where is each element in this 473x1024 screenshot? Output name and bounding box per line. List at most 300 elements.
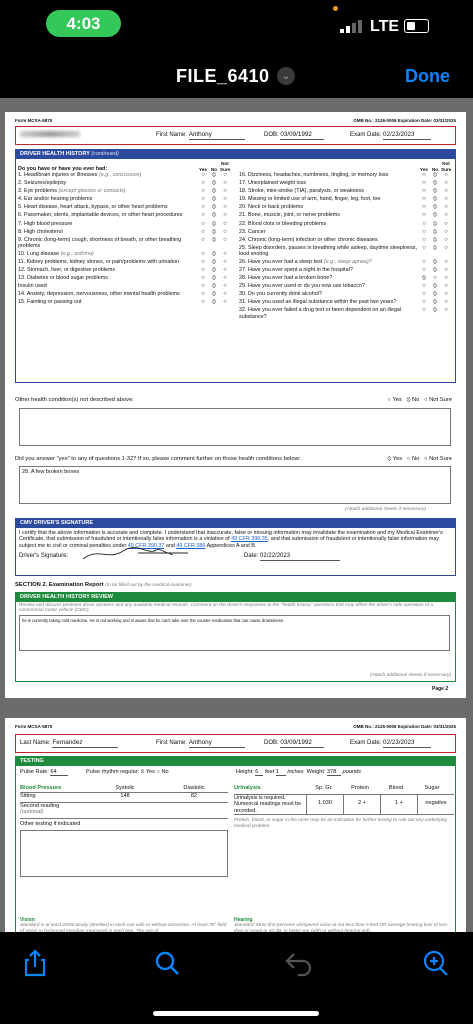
battery-icon: [404, 19, 429, 33]
answer-radio-yes[interactable]: ○: [201, 267, 205, 273]
answer-radio-not-sure[interactable]: ○: [223, 180, 227, 187]
height-label: Height:: [236, 768, 254, 775]
question-row: [237, 267, 452, 274]
answer-radio-not-sure[interactable]: ○: [444, 180, 448, 187]
answer-radio-no[interactable]: ⦸: [212, 212, 216, 219]
answer-radio-yes[interactable]: ○: [422, 204, 426, 211]
answer-radio-not-sure[interactable]: ○: [223, 236, 227, 243]
answer-radio-yes[interactable]: ○: [201, 188, 205, 195]
answer-radio-no[interactable]: ⦸: [433, 188, 437, 195]
answer-radio-no[interactable]: ⦸: [433, 291, 437, 298]
answer-radio-not-sure[interactable]: ○: [223, 188, 227, 195]
bp-title: Blood Pressure: [20, 785, 62, 791]
question-text: 24. Chronic (long-term) infection or other chronic diseases: [239, 236, 378, 243]
answer-radio-not-sure[interactable]: ○: [223, 275, 227, 282]
answer-radio-yes[interactable]: ○: [422, 283, 426, 290]
page-number: Page 2: [432, 686, 449, 692]
answer-radio-not-sure[interactable]: ○: [444, 236, 448, 243]
question-text: 3. Eye problems: [18, 188, 57, 195]
cfr-386-link[interactable]: 49 CFR 386: [176, 542, 206, 549]
cmv-text-2: , and that submission of fraudulent or intentionally false information may subject me to civil or criminal penalties under: [19, 536, 440, 549]
answer-radio-not-sure[interactable]: ○: [444, 258, 448, 265]
section-subtitle: (continued): [91, 151, 119, 157]
radio-not-sure[interactable]: ○ Not Sure: [423, 456, 452, 462]
other-conditions-row: [15, 397, 452, 404]
answer-radio-no[interactable]: ⦸: [433, 244, 437, 251]
answer-radio-yes[interactable]: ○: [422, 196, 426, 203]
question-row: [237, 299, 452, 306]
answer-radio-not-sure[interactable]: ○: [444, 267, 448, 273]
answer-radio-not-sure[interactable]: ○: [444, 220, 448, 227]
other-conditions-options: [384, 397, 452, 404]
share-icon[interactable]: [20, 948, 50, 978]
dob-field: [264, 739, 324, 748]
feet-label: feet: [264, 768, 275, 775]
answer-radio-yes[interactable]: ○: [422, 244, 426, 251]
answer-radio-no[interactable]: ⦸: [433, 236, 437, 243]
bp-sitting-row: [20, 793, 228, 803]
cmv-text-1: I certify that the above information is accurate and complete. I understand that inaccurate, false or missing information may invalidate the examination and my Medical Examiner's Certificate, that submission of fraudulent or intentionally false information is a violation of: [19, 529, 443, 543]
question-text: 14. Anxiety, depression, nervousness, other mental health problems: [18, 291, 180, 298]
answer-radio-yes[interactable]: ○: [422, 307, 426, 314]
answer-radio-not-sure[interactable]: ○: [223, 258, 227, 265]
question-list-right: [237, 172, 452, 320]
question-row: [16, 237, 231, 250]
section2-subtitle: (to be filled out by the medical examiner): [105, 583, 192, 588]
question-text: 15. Fainting or passing out: [18, 299, 82, 306]
review-text: he is currently taking cold medicine. He is not working and is aware that he can't take over the counter medication that can cause drowsiness.: [22, 618, 284, 624]
answer-radio-yes[interactable]: ○: [201, 275, 205, 282]
question-note: (e.g., asthma): [60, 250, 94, 257]
answer-radio-not-sure[interactable]: ○: [223, 299, 227, 306]
answer-radio-yes[interactable]: ○: [201, 212, 205, 219]
vision-title: Vision: [20, 917, 35, 923]
form-id: Form MCSA-5875: [15, 724, 53, 729]
patient-info-box: [15, 734, 456, 753]
question-note: (e.g., sleep apnea)?: [323, 258, 372, 265]
urinalysis-title: Urinalysis: [234, 785, 261, 791]
answer-radio-not-sure[interactable]: ○: [444, 196, 448, 203]
col-yes: Yes: [420, 166, 428, 172]
question-list-left: [16, 172, 231, 306]
question-row: [237, 291, 452, 298]
attach-note-2: (Attach additional sheets if necessary): [369, 673, 451, 679]
pdf-page-2: [5, 112, 466, 698]
radio-yes[interactable]: ○ Yes: [387, 397, 402, 403]
answer-radio-not-sure[interactable]: ○: [223, 212, 227, 219]
urine-note: Protein, blood, or sugar in the urine may be an indication for further testing to rule out any underlying medical problem.: [234, 818, 448, 829]
sugar-label: Sugar: [424, 785, 440, 791]
question-row: [237, 204, 452, 211]
urinalysis-values: [234, 794, 454, 815]
height-feet: 6: [255, 769, 263, 777]
comment-text: 28. A few broken bones: [22, 469, 80, 475]
answer-radio-not-sure[interactable]: ○: [444, 307, 448, 314]
answer-radio-not-sure[interactable]: ○: [223, 220, 227, 227]
answer-radio-not-sure[interactable]: ○: [444, 172, 448, 178]
question-row: [16, 196, 231, 203]
sp-gr-label: Sp. Gr.: [315, 785, 333, 791]
chevron-down-icon[interactable]: ⌄: [277, 67, 295, 85]
blood-pressure-table: [20, 785, 228, 877]
question-row: [16, 291, 231, 298]
question-text: 10. Lung disease: [18, 250, 60, 257]
page-header: [15, 724, 456, 729]
exam-date-field: [350, 739, 431, 748]
signature-row: [16, 551, 455, 563]
comment-box[interactable]: [19, 466, 451, 504]
answer-radio-not-sure[interactable]: ○: [444, 244, 448, 251]
question-text: 11. Kidney problems, kidney stones, or pain/problems with urination: [18, 258, 180, 265]
pdf-page-3: [5, 718, 466, 932]
sp-gr-value: 1.030: [306, 795, 343, 814]
section2-title: SECTION 2. Examination Report: [15, 582, 104, 588]
answer-radio-no[interactable]: ⦸: [433, 212, 437, 219]
answer-radio-not-sure[interactable]: ○: [444, 228, 448, 235]
answer-radio-yes[interactable]: ○: [422, 180, 426, 187]
first-name-value: Anthony: [189, 131, 245, 140]
question-text: 7. High blood pressure: [18, 220, 73, 227]
clock: 4:03: [66, 13, 101, 33]
radio-no[interactable]: ○ No: [406, 456, 420, 462]
second-reading-label: Second reading: [20, 802, 60, 809]
question-row: [16, 283, 231, 290]
answer-radio-not-sure[interactable]: ○: [444, 283, 448, 290]
answer-radio-yes[interactable]: ⦸: [422, 275, 426, 282]
answer-radio-not-sure[interactable]: ○: [444, 291, 448, 298]
question-row: [237, 196, 452, 203]
systolic-value: 148: [120, 792, 130, 799]
diastolic-label: Diastolic: [183, 785, 205, 791]
answer-radio-not-sure[interactable]: ○: [444, 212, 448, 219]
status-bar: [0, 0, 473, 52]
col-no: No: [210, 166, 218, 172]
answer-radio-yes[interactable]: ○: [422, 267, 426, 273]
answer-radio-no[interactable]: ⦸: [212, 196, 216, 203]
not-sure-label: Not Sure: [429, 397, 452, 403]
question-text: 6. Pacemaker, stents, implantable devices, or other heart procedures: [18, 212, 183, 219]
cfr-390-37-link[interactable]: 49 CFR 390.37: [127, 542, 165, 549]
question-text: 29. Have you ever used or do you now use tobacco?: [239, 283, 365, 290]
question-text: 12. Stomach, liver, or digestive problems: [18, 267, 116, 273]
signature-label: Driver's Signature:: [19, 553, 69, 560]
question-text: 16. Dizziness, headaches, numbness, tingling, or memory loss: [239, 172, 389, 178]
answer-radio-no[interactable]: ⦸: [212, 250, 216, 257]
last-name-field: [20, 739, 118, 748]
yes-label: Yes: [392, 456, 403, 462]
answer-radio-yes[interactable]: ○: [422, 291, 426, 298]
col-not-sure: Not Sure: [220, 161, 231, 172]
testing-title: TESTING: [16, 757, 455, 766]
rhythm-field: [86, 769, 169, 776]
question-row: [16, 180, 231, 187]
question-row: [237, 172, 452, 179]
question-row: [237, 237, 452, 244]
col-yes: Yes: [199, 166, 207, 172]
question-text: 9. Chronic (long-term) cough, shortness of breath, or other breathing problems: [18, 236, 182, 250]
radio-no[interactable]: ○ No: [156, 768, 169, 775]
question-row: [16, 204, 231, 211]
answer-radio-not-sure[interactable]: ○: [223, 204, 227, 211]
last-name-label: Last Name:: [20, 740, 51, 746]
answer-radio-yes[interactable]: ○: [422, 220, 426, 227]
answer-radio-no[interactable]: ⦸: [212, 204, 216, 211]
hearing-text: Standard: Must first perceive whispered voice at not less than 5 feet OR average hearing loss of less than or equal to 40 dB, in better ear (with or without hearing aid).: [234, 923, 448, 932]
vision-text: Standard is at least 20/40 acuity (Snellen) in each eye with or without correction. At least 70° field of vision in horizontal meridian measured in each eye. The use of: [20, 923, 227, 932]
yes-label: Yes: [392, 397, 402, 403]
nav-bar: [0, 52, 473, 98]
other-conditions-box[interactable]: [19, 408, 451, 446]
markup-icon[interactable]: [420, 948, 450, 978]
question-row: [237, 188, 452, 195]
hearing-block: [234, 917, 450, 932]
answer-radio-yes[interactable]: ○: [201, 283, 205, 290]
bp-second-row: [20, 803, 228, 819]
urinalysis-required: Urinalysis is required. Numerical readings must be recorded.: [234, 794, 302, 814]
answer-radio-yes[interactable]: ○: [201, 291, 205, 298]
answer-radio-no[interactable]: ⦸: [433, 172, 437, 178]
question-text: 18. Stroke, mini-stroke (TIA), paralysis, or weakness: [239, 188, 364, 195]
no-label: No: [411, 456, 420, 462]
question-text: 19. Missing or limited use of arm, hand, finger, leg, foot, toe: [239, 196, 381, 203]
blood-label: Blood: [388, 785, 404, 791]
exam-date-label: Exam Date:: [350, 740, 382, 746]
answer-radio-no[interactable]: ⦸: [212, 188, 216, 195]
answer-radio-yes[interactable]: ○: [201, 172, 205, 178]
first-name-label: First Name:: [156, 740, 188, 746]
answer-radio-no[interactable]: ⦸: [433, 267, 437, 273]
question-note: (except glasses or contacts): [58, 188, 126, 195]
answer-radio-no[interactable]: ⦸: [433, 299, 437, 306]
cmv-signature-section: [15, 518, 456, 576]
answer-radio-yes[interactable]: ○: [201, 220, 205, 227]
answer-radio-yes[interactable]: ○: [422, 188, 426, 195]
dob-field: [264, 131, 324, 140]
question-text: 4. Ear and/or hearing problems: [18, 196, 93, 203]
inches-label: inches: [287, 768, 304, 775]
answer-radio-no[interactable]: ⦸: [212, 258, 216, 265]
exam-date-label: Exam Date:: [350, 132, 382, 138]
comment-row: [15, 456, 452, 463]
privacy-indicator: [333, 6, 338, 11]
answer-radio-no[interactable]: ⦸: [433, 258, 437, 265]
first-name-field: [156, 131, 245, 140]
dob-value: 03/09/1992: [280, 131, 324, 140]
form-id: Form MCSA-5875: [15, 118, 53, 123]
question-text: 27. Have you ever spent a night in the hospital?: [239, 267, 353, 273]
question-row: [16, 299, 231, 306]
answer-radio-yes[interactable]: ○: [201, 204, 205, 211]
home-indicator[interactable]: [153, 1011, 319, 1016]
optional-label: (optional): [20, 809, 44, 816]
height-inches: 1: [276, 769, 286, 777]
answer-radio-not-sure[interactable]: ○: [223, 267, 227, 273]
answer-radio-yes[interactable]: ○: [201, 180, 205, 187]
markup-undo-icon[interactable]: [284, 948, 314, 978]
signature-date-field: [244, 553, 340, 561]
cmv-text-3: Appendices A and B.: [206, 542, 257, 549]
comment-options: [384, 456, 452, 463]
question-row: [16, 251, 231, 258]
radio-no-selected[interactable]: ⦸ No: [406, 397, 420, 403]
first-name-field: [156, 739, 245, 748]
answer-radio-no[interactable]: ⦸: [212, 220, 216, 227]
answer-radio-no[interactable]: ⦸: [433, 307, 437, 314]
question-row: [16, 259, 231, 266]
weight-label: Weight:: [306, 768, 326, 775]
vitals-row: [16, 766, 455, 778]
question-row: [237, 275, 452, 282]
answer-radio-no[interactable]: ⦸: [212, 267, 216, 273]
question-row: [16, 172, 231, 179]
radio-yes-selected[interactable]: ⦸ Yes: [387, 456, 403, 462]
omb-number: OMB No.: 2126-0006 Expiration Date: 03/31/2025: [353, 724, 456, 729]
answer-radio-yes[interactable]: ○: [422, 228, 426, 235]
question-header: Do you have or have you ever had:: [18, 165, 108, 172]
review-instructions: Review and discuss pertinent driver answers and any available medical records. Comment on the driver's responses to the "health history" questions that may affect the driver's safe operation of a commercial motor vehicle (CMV).: [19, 602, 433, 614]
no-label: No: [411, 397, 420, 403]
cmv-and: and: [165, 542, 175, 549]
question-row: [16, 275, 231, 282]
question-text: 28. Have you ever had a broken bone?: [239, 275, 333, 282]
question-text: Insulin used: [18, 283, 47, 290]
answer-radio-not-sure[interactable]: ○: [223, 250, 227, 257]
systolic-label: Systolic: [115, 785, 135, 791]
blood-value: 1 +: [380, 795, 417, 814]
answer-radio-no[interactable]: ⦸: [433, 204, 437, 211]
signature-date-value: 02/22/2023: [260, 553, 340, 561]
radio-not-sure[interactable]: ○ Not Sure: [423, 397, 452, 403]
question-text: 2. Seizures/epilepsy: [18, 180, 67, 187]
answer-radio-no[interactable]: ⦸: [212, 228, 216, 235]
vision-block: [20, 917, 230, 932]
column-header: [16, 162, 231, 172]
time-pill[interactable]: [46, 10, 121, 37]
answer-radio-not-sure[interactable]: ○: [444, 204, 448, 211]
other-testing-box[interactable]: [20, 830, 228, 877]
document-title[interactable]: FILE_6410: [176, 66, 270, 86]
cmv-title: CMV DRIVER'S SIGNATURE: [16, 519, 455, 528]
answer-radio-no[interactable]: ⦸: [433, 228, 437, 235]
section-title: [16, 150, 455, 159]
question-row: [237, 221, 452, 228]
answer-radio-not-sure[interactable]: ○: [223, 228, 227, 235]
col-not-sure: Not Sure: [441, 161, 452, 172]
urinalysis-header: [234, 785, 454, 792]
answer-radio-no[interactable]: ⦸: [212, 172, 216, 178]
answer-radio-no[interactable]: ⦸: [212, 291, 216, 298]
other-testing-label: Other testing if indicated: [20, 820, 81, 827]
answer-radio-yes[interactable]: ○: [201, 250, 205, 257]
answer-radio-no[interactable]: ⦸: [433, 180, 437, 187]
question-row: [16, 212, 231, 219]
urinalysis-table: [234, 785, 454, 830]
answer-radio-yes[interactable]: ○: [422, 236, 426, 243]
question-text: 1. Head/brain injuries or illnesses: [18, 172, 98, 178]
question-text: 26. Have you ever had a sleep test: [239, 258, 323, 265]
weight-value: 378: [327, 769, 341, 777]
other-conditions-question: Other health condition(s) not described above:: [15, 397, 134, 403]
answer-radio-not-sure[interactable]: ○: [223, 291, 227, 298]
document-viewer[interactable]: [0, 98, 473, 932]
dob-value: 03/09/1992: [280, 739, 324, 748]
health-history-review-section: [15, 592, 456, 682]
answer-radio-no[interactable]: ⦸: [212, 275, 216, 282]
answer-radio-not-sure[interactable]: ○: [223, 283, 227, 290]
question-row: [16, 188, 231, 195]
review-title: DRIVER HEALTH HISTORY REVIEW: [16, 593, 455, 602]
date-label: Date:: [244, 553, 259, 560]
pounds-label: pounds: [342, 768, 361, 775]
cfr-390-35-link[interactable]: 49 CFR 390.35: [231, 536, 268, 543]
question-text: 21. Bone, muscle, joint, or nerve problems: [239, 212, 340, 219]
answer-radio-yes[interactable]: ○: [201, 258, 205, 265]
answer-radio-yes[interactable]: ○: [201, 299, 205, 306]
signal-icon: [340, 20, 362, 33]
bp-header: [20, 785, 228, 793]
question-row: [237, 259, 452, 266]
answer-radio-yes[interactable]: ○: [201, 228, 205, 235]
exam-date-value: 02/23/2023: [383, 739, 431, 748]
done-button[interactable]: Done: [405, 66, 450, 86]
column-header: [237, 162, 452, 172]
answer-radio-yes[interactable]: ○: [422, 172, 426, 178]
answer-radio-no[interactable]: ⦸: [433, 283, 437, 290]
answer-radio-no[interactable]: ⦸: [212, 299, 216, 306]
question-text: 13. Diabetes or blood sugar problems: [18, 275, 108, 282]
question-text: 20. Neck or back problems: [239, 204, 304, 211]
answer-radio-not-sure[interactable]: ○: [223, 196, 227, 203]
answer-radio-no[interactable]: ○: [433, 275, 437, 282]
answer-radio-yes[interactable]: ○: [201, 196, 205, 203]
answer-radio-not-sure[interactable]: ○: [444, 299, 448, 306]
first-name-value: Anthony: [189, 739, 245, 748]
not-sure-label: Not Sure: [429, 456, 452, 462]
search-icon[interactable]: [152, 948, 182, 978]
health-history-section: [15, 149, 456, 383]
answer-radio-no[interactable]: ⦸: [433, 220, 437, 227]
radio-yes-selected[interactable]: ⦸ Yes: [140, 768, 155, 775]
answer-radio-yes[interactable]: ○: [422, 299, 426, 306]
answer-radio-not-sure[interactable]: ○: [223, 172, 227, 178]
patient-info-box: [15, 126, 456, 145]
answer-radio-no[interactable]: ⦸: [212, 180, 216, 187]
pulse-value: 64: [50, 769, 68, 777]
rhythm-label: Pulse rhythm regular:: [86, 768, 140, 775]
question-text: 25. Sleep disorders, pauses in breathing while asleep, daytime sleepiness, loud snoring: [239, 244, 417, 258]
question-row: [16, 267, 231, 274]
answer-radio-yes[interactable]: ○: [422, 212, 426, 219]
answer-radio-yes[interactable]: ○: [422, 258, 426, 265]
testing-section: [15, 756, 456, 932]
answer-radio-yes[interactable]: ○: [201, 236, 205, 243]
question-text: 8. High cholesterol: [18, 228, 63, 235]
question-row: [237, 229, 452, 236]
review-box[interactable]: [19, 615, 450, 651]
question-row: [16, 221, 231, 228]
answer-radio-no[interactable]: ⦸: [433, 196, 437, 203]
question-row: [16, 229, 231, 236]
last-name-field: [20, 131, 80, 140]
answer-radio-no[interactable]: ⦸: [212, 283, 216, 290]
question-text: 5. Heart disease, heart attack, bypass, or other heart problems: [18, 204, 168, 211]
answer-radio-not-sure[interactable]: ○: [444, 188, 448, 195]
answer-radio-no[interactable]: ⦸: [212, 236, 216, 243]
comment-question: Did you answer "yes" to any of questions 1-32? If so, please comment further on those health conditions below:: [15, 456, 301, 462]
dob-label: DOB:: [264, 132, 279, 138]
question-column-left: [16, 162, 231, 307]
answer-radio-not-sure[interactable]: ○: [444, 275, 448, 282]
